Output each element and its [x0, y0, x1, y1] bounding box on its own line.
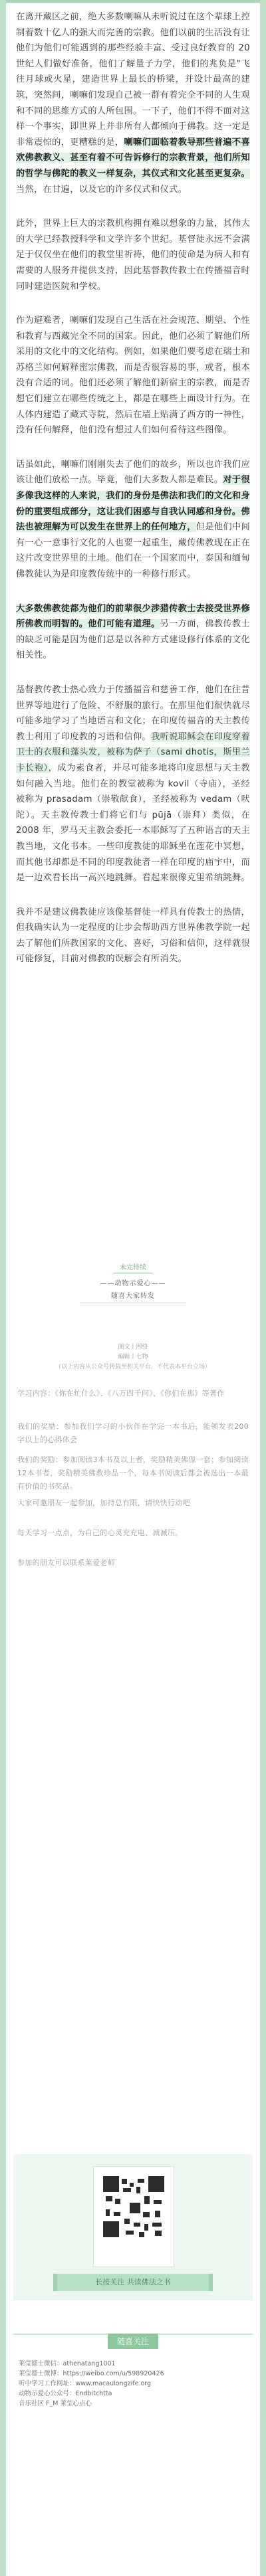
- promo-item: 我们的奖励：参加我们学习的小伙伴在学完一本书后，能领发表200字以上的心得体会: [17, 1422, 249, 1444]
- highlight-text: 我听说耶稣会在印度穿着卫士的衣服和蓬头发，被称为萨子（sami dhotis，斯里兰卡长袍）: [16, 731, 250, 773]
- highlight-text: 喇嘛们面临着教导那些普遍不喜欢佛教教义、甚至有着不可告诉修行的宗教背景，他们所知的哲学与佛陀的教义一样复杂，其仪式和文化甚至更复杂。: [16, 137, 251, 179]
- signature-block: [0, 1277, 266, 1303]
- paragraph-2: 此外，世界上巨大的宗教机构拥有难以想象的力量，其伟大的大学已经教授科学和文学许多个世纪。基督徒永远不会满足于仅仅坐在他们的教堂里祈祷，他们的使命是为病人和有需要的人服务并提供支持，因此基督教传教士在传播福音时同时建造医院和学校。: [16, 219, 250, 292]
- signature-line: ——动物示爱心——: [100, 1280, 166, 1287]
- footer-title: 随喜关注: [13, 2334, 253, 2349]
- qr-logo: [128, 2201, 142, 2215]
- footer-line[interactable]: 莱莹德士微博：https://weibo.com/u/598920426: [19, 2370, 164, 2377]
- footer-line: 莱莹德士微信：athenatang1001: [19, 2360, 116, 2367]
- paragraph-3: 作为避难者，喇嘛们发现自己生活在社会规范、期望、个性和教育与西藏完全不同的国家。因此，他们必须了解他们所采用的文化中的文化结构。例如，如果他们要考虑在瑞士和苏格兰如何解释密宗佛教，而是否很容易的事，或者，根本没有合适的词。他们还必须了解他们新宿主的宗教，而是否想它们建立在哪些传统之上，都是在哪些上面设计行为。在人体内建造了藏式寺院，然后在墙上贴满了西方的一神性，没有任何解释，他们没有想过人们如何看待这些图像。: [16, 316, 250, 436]
- promo-item: 大家可邀朋友一起参加，加持总有限，请快快行动吧: [17, 1499, 190, 1507]
- promo-item: 我们的奖励：参加阅读3本书及以上者，奖励精美佛像一套；参加阅读12本书者，奖励精美佛教珍品一个，每本书阅读后都会被选出一本最有价值的书奖品。: [17, 1455, 249, 1491]
- footer-lines: [19, 2359, 247, 2409]
- article-body: [16, 9, 250, 967]
- paragraph-4: 话虽如此，喇嘛们刚刚失去了他们的故乡，所以也许我们应该让他们放松一点。毕竟，他们大多数人都是难民。对于很多像我这样的人来说，我们的身份是佛法和我们的文化和身份的重要组成部分，这让我们困惑与自我认同感和身份。佛法也被理解为可以发生在世界上的任何地方，但是他们中间有一心一意事行文化的人也要一起重生，藏传佛教现在正在这片改变世界里的土地。他们在一个国家而中，泰国和缅甸佛教徒认为是印度教传统中的一种修行形式。: [16, 459, 250, 579]
- qr-card: [13, 2154, 253, 2300]
- qr-code[interactable]: [93, 2166, 174, 2267]
- highlight-text: 大多数佛教徒都为他们的前辈很少涉猎传教士去接受世界修所佛教而明智的。他们可能有道理。: [16, 603, 250, 630]
- signature-line: 随喜大家转发: [111, 1293, 155, 1300]
- qr-banner: 长按关注 共读佛法之书: [53, 2274, 213, 2291]
- footer: [13, 2334, 253, 2573]
- credits: [0, 1342, 266, 1372]
- paragraph-1: 在离开藏区之前，绝大多数喇嘛从未听说过在这个辈球上控制着数十亿人的强大而完善的宗教。他们以前的生活没有让他们为他们可能遇到的那些经验丰富、受过良好教育的 20 世纪人们做好准备，他们了解量子力学，他们的兆负是"飞往月球或火星，建造世界上最长的桥梁，并设计最高的建筑，突然间，喇嘛们发现自己被一群有着完全不同的人生观和不同的思维方式的人所包围。一下子，他们不得不面对这样一个事实，即世界上并非所有人都倾向于佛教。这一定是非常震惊的，更糟糕的是，喇嘛们面临着教导那些普遍不喜欢佛教教义、甚至有着不可告诉修行的宗教背景，他们所知的哲学与佛陀的教义一样复杂，其仪式和文化甚至更复杂。当然，在甘遍，以及它的许多仪式和仪式。: [16, 12, 251, 195]
- promo-item: 学习内容：《你在忙什么》、《八万四千问》、《你们在那》等著作: [17, 1389, 225, 1398]
- paragraph-6: 基督教传教士热心致力于传播福音和慈善工作，他们在往昔世界等地进行了危险、不舒服的旅行。在那里他们很快就尽可能多地学习了当地语言和文化；在印度传福音的天主教传教士利用了印度教的习语和信仰。我听说耶稣会在印度穿着卫士的衣服和蓬头发，被称为萨子（sami dhotis，斯里兰卡长袍），成为素食者，并尽可能多地将印度思想与天主教如何融入当地。他们在的教堂被称为 kovil（寺庙），圣经被称为 prasadam（崇敬献食），圣经被称为 vedam（吠陀）。天主教传教士们将它们与 pūjā（崇拜）类似，在 2008 年，罗马天主教会委托一本耶稣写了五种语言的天主教当地，文化书本。一些印度教徒的耶稣坐在莲花中冥想，而其他书却都是不同的印度教徒者一样在印度的庙宇中，而是一边欢看长出一高兴地跳舞。看起来很像克里希纳跳舞。: [16, 684, 250, 883]
- to-be-continued-tag: 未完待续: [0, 1259, 266, 1272]
- credit-editor: 编辑丨七物: [118, 1354, 148, 1360]
- promo-item: 每天学习一点点，为自己的心灵充充电、减减压。: [17, 1528, 183, 1537]
- footer-line: 音乐社区 F_M 莱莹心点心: [19, 2400, 92, 2407]
- paragraph-5: 大多数佛教徒都为他们的前辈很少涉猎传教士去接受世界修所佛教而明智的。他们可能有道理。另一方面，佛教传教士的缺乏可能是因为他们总是以各种方式建设修行体系的文化相关性。: [16, 603, 250, 661]
- qr-pattern: [103, 2176, 164, 2237]
- credit-disclaimer: （以上内容从公众号转载至相关平台，不代表本平台立场）: [55, 1364, 211, 1370]
- footer-line: 动物示爱心公众号：Endbitchtta: [19, 2390, 112, 2397]
- highlight-text: 对于很多像我这样的人来说，我们的身份是佛法和我们的文化和身份的重要组成部分，这让我们困惑与自我认同感和身份。佛法也被理解为可以发生在世界上的任何地方，: [16, 475, 250, 533]
- promo-item: 参加的朋友可以联系莱爱老师: [17, 1558, 115, 1567]
- footer-line[interactable]: 听中学习工作网址：www.macaulongzife.org: [19, 2380, 152, 2387]
- paragraph-7: 我并不是建议佛教徒应该像基督徒一样具有传教士的热情，但我确实认为一定程度的让步会帮助西方世界佛教学院一起去了解他们所教国家的文化、喜好，习俗和信仰，这样就很可能修复，目前对佛教的误解会有所消失。: [16, 907, 250, 965]
- credit-source: 图文丨网络: [118, 1344, 148, 1350]
- top-accent-strip: [0, 0, 266, 3]
